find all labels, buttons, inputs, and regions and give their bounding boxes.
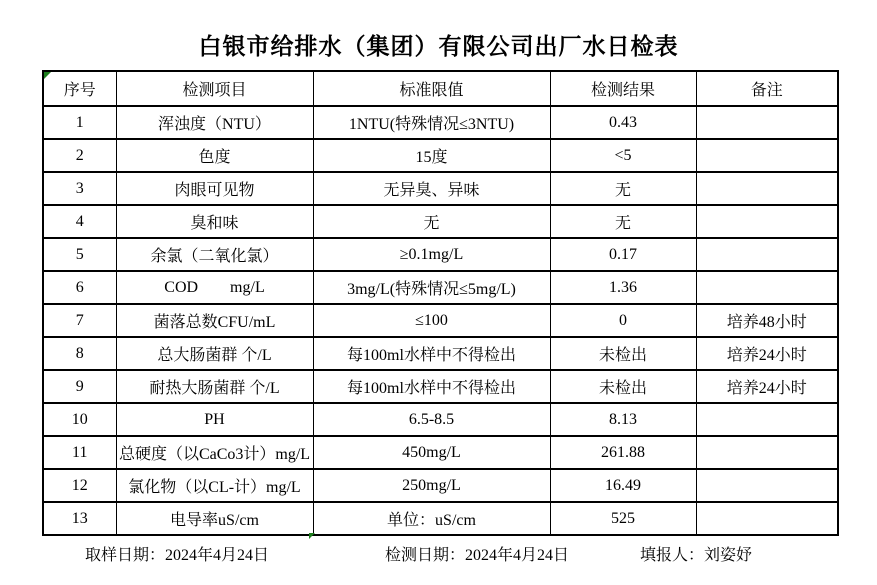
reporter-field: [640, 542, 752, 565]
cell-standard[interactable]: 无异臭、异味: [313, 172, 550, 205]
cell-result[interactable]: <5: [550, 139, 696, 172]
table-row: [43, 172, 838, 205]
cell-note[interactable]: 培养24小时: [696, 337, 838, 370]
cell-item[interactable]: 色度: [116, 139, 313, 172]
cell-no[interactable]: 5: [43, 238, 116, 271]
cell-no[interactable]: 8: [43, 337, 116, 370]
cell-no[interactable]: 11: [43, 436, 116, 469]
cell-item[interactable]: 臭和味: [116, 205, 313, 238]
cell-no[interactable]: 13: [43, 502, 116, 535]
cell-note[interactable]: [696, 502, 838, 535]
cell-note[interactable]: [696, 271, 838, 304]
cell-item[interactable]: 浑浊度（NTU）: [116, 106, 313, 139]
cell-note[interactable]: [696, 139, 838, 172]
cell-item[interactable]: 总大肠菌群 个/L: [116, 337, 313, 370]
cell-standard[interactable]: ≤100: [313, 304, 550, 337]
table-body: [43, 106, 838, 535]
cell-item[interactable]: 耐热大肠菌群 个/L: [116, 370, 313, 403]
column-header[interactable]: 检测项目: [116, 71, 313, 106]
cell-item[interactable]: COD mg/L: [116, 271, 313, 304]
cell-note[interactable]: [696, 238, 838, 271]
cell-result[interactable]: 8.13: [550, 403, 696, 436]
cell-item[interactable]: 氯化物（以CL-计）mg/L: [116, 469, 313, 502]
test-date-label: 检测日期：: [385, 547, 466, 564]
cell-result[interactable]: 无: [550, 205, 696, 238]
table-row: [43, 106, 838, 139]
cell-standard[interactable]: 1NTU(特殊情况≤3NTU): [313, 106, 550, 139]
cell-no[interactable]: 2: [43, 139, 116, 172]
cell-no[interactable]: 6: [43, 271, 116, 304]
sample-date-field: [85, 542, 269, 565]
column-header[interactable]: 检测结果: [550, 71, 696, 106]
cell-result[interactable]: 未检出: [550, 370, 696, 403]
excel-corner-marker-icon: [44, 72, 51, 79]
table-row: [43, 370, 838, 403]
cell-result[interactable]: 261.88: [550, 436, 696, 469]
sample-date-label: 取样日期：: [85, 547, 166, 564]
table-row: [43, 469, 838, 502]
cell-standard[interactable]: 每100ml水样中不得检出: [313, 370, 550, 403]
cell-result[interactable]: 1.36: [550, 271, 696, 304]
table-row: [43, 436, 838, 469]
cell-standard[interactable]: ≥0.1mg/L: [313, 238, 550, 271]
table-header-row: [43, 71, 838, 106]
table-row: [43, 304, 838, 337]
cell-result[interactable]: 0.43: [550, 106, 696, 139]
cell-note[interactable]: 培养48小时: [696, 304, 838, 337]
cell-note[interactable]: [696, 436, 838, 469]
table-row: [43, 238, 838, 271]
cell-note[interactable]: [696, 403, 838, 436]
cell-result[interactable]: 0: [550, 304, 696, 337]
table-row: [43, 205, 838, 238]
cell-item[interactable]: 余氯（二氧化氯）: [116, 238, 313, 271]
cell-note[interactable]: 培养24小时: [696, 370, 838, 403]
table-row: [43, 403, 838, 436]
column-header[interactable]: 备注: [696, 71, 838, 106]
cell-standard[interactable]: 无: [313, 205, 550, 238]
cell-item[interactable]: 菌落总数CFU/mL: [116, 304, 313, 337]
cell-no[interactable]: 10: [43, 403, 116, 436]
cell-no[interactable]: 12: [43, 469, 116, 502]
cell-note[interactable]: [696, 469, 838, 502]
cell-standard[interactable]: 3mg/L(特殊情况≤5mg/L): [313, 271, 550, 304]
cell-result[interactable]: 未检出: [550, 337, 696, 370]
cell-standard[interactable]: 6.5-8.5: [313, 403, 550, 436]
cell-note[interactable]: [696, 172, 838, 205]
reporter-label: 填报人：: [640, 547, 705, 564]
cell-result[interactable]: 525: [550, 502, 696, 535]
cell-no[interactable]: 3: [43, 172, 116, 205]
cell-item[interactable]: 电导率uS/cm: [116, 502, 313, 535]
inspection-table: [42, 70, 839, 536]
cell-no[interactable]: 1: [43, 106, 116, 139]
cell-note[interactable]: [696, 205, 838, 238]
reporter-value: 刘姿妤: [704, 547, 753, 564]
column-header[interactable]: 标准限值: [313, 71, 550, 106]
page-title: 白银市给排水（集团）有限公司出厂水日检表: [198, 34, 679, 59]
cell-standard[interactable]: 15度: [313, 139, 550, 172]
test-date-value: 2024年4月24日: [465, 547, 570, 564]
cell-standard[interactable]: 450mg/L: [313, 436, 550, 469]
test-date-field: [385, 542, 569, 565]
cell-standard[interactable]: 250mg/L: [313, 469, 550, 502]
cell-item[interactable]: PH: [116, 403, 313, 436]
table-row: [43, 139, 838, 172]
cell-note[interactable]: [696, 106, 838, 139]
cell-no[interactable]: 9: [43, 370, 116, 403]
cell-result[interactable]: 16.49: [550, 469, 696, 502]
table-row: [43, 337, 838, 370]
cell-item[interactable]: 总硬度（以CaCo3计）mg/L: [116, 436, 313, 469]
cell-no[interactable]: 4: [43, 205, 116, 238]
cell-item[interactable]: 肉眼可见物: [116, 172, 313, 205]
cell-result[interactable]: 0.17: [550, 238, 696, 271]
sample-date-value: 2024年4月24日: [165, 547, 270, 564]
column-header[interactable]: 序号: [43, 71, 116, 106]
cell-result[interactable]: 无: [550, 172, 696, 205]
cell-standard[interactable]: 单位：uS/cm: [313, 502, 550, 535]
excel-cell-marker-icon: [309, 533, 315, 539]
table-row: [43, 271, 838, 304]
table-row: [43, 502, 838, 535]
footer: [0, 542, 877, 564]
cell-no[interactable]: 7: [43, 304, 116, 337]
cell-standard[interactable]: 每100ml水样中不得检出: [313, 337, 550, 370]
